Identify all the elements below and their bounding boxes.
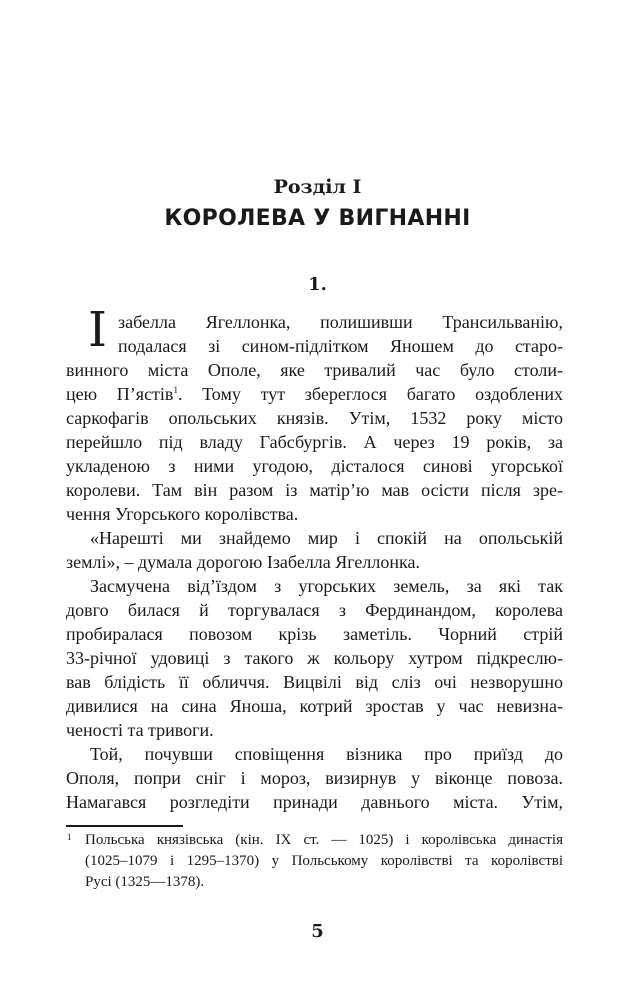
body-line: довго билася й торгувалася з Фердинандом, королева [66, 600, 563, 620]
chapter-title: КОРОЛЕВА У ВИГНАННІ [164, 206, 471, 231]
body-line: подалася зі сином-підлітком Яношем до старо- [118, 336, 563, 356]
body-line: дивилися на сина Яноша, котрий зростав у час невизна- [66, 696, 563, 716]
body-line: ченості та тривоги. [66, 720, 214, 740]
body-line: чення Угорського королівства. [66, 504, 299, 524]
body-line: винного міста Ополе, яке тривалий час було столи- [66, 360, 563, 380]
footnote-divider [66, 825, 183, 827]
body-line [66, 382, 563, 406]
body-text: . Тому тут збереглося багато оздоблених [177, 384, 563, 404]
body-text: цею П’ястів [66, 384, 174, 404]
body-line: забелла Ягеллонка, полишивши Трансильванію, [118, 312, 563, 332]
footnote-mark: 1 [67, 832, 72, 842]
body-line: землі», – думала дорогою Ізабелла Ягеллонка. [66, 552, 420, 572]
body-line: вав блідість її обличчя. Вицвілі від сліз очі незворушно [66, 672, 563, 692]
body-line: Ополя, попри сніг і мороз, визирнув у віконце повоза. [66, 768, 563, 788]
body-line: укладеною з ними угодою, дісталося синові угорської [66, 456, 563, 476]
body-line: 33-річної удовиці з такого ж кольору хутром підкреслю- [66, 648, 563, 668]
footnote-line: (1025–1079 і 1295–1370) у Польському королівстві та королівстві [85, 853, 563, 869]
section-number: 1. [308, 274, 327, 295]
drop-cap: І [88, 302, 107, 358]
body-line: «Нарешті ми знайдемо мир і спокій на опольській [90, 528, 563, 548]
body-line: Той, почувши сповіщення візника про приїзд до [90, 744, 563, 764]
body-line: королеви. Там він разом із матір’ю мав осісти після зре- [66, 480, 563, 500]
footnote-ref[interactable]: 1 [173, 385, 178, 395]
chapter-label: Розділ I [273, 176, 362, 198]
footnote-line: Русі (1325—1378). [85, 874, 205, 890]
body-line: саркофагів опольських князів. Утім, 1532 року місто [66, 408, 563, 428]
footnote-line: Польська князівська (кін. IX ст. — 1025) і королівська династія [85, 832, 563, 848]
body-line: перейшло під владу Габсбургів. А через 19 років, за [66, 432, 563, 452]
body-line: пробиралася повозом крізь заметіль. Чорний стрій [66, 624, 563, 644]
body-line: Засмучена від’їздом з угорських земель, за які так [90, 576, 563, 596]
body-line: Намагався розгледіти принади давнього міста. Утім, [66, 792, 563, 812]
page-number: 5 [311, 921, 324, 942]
